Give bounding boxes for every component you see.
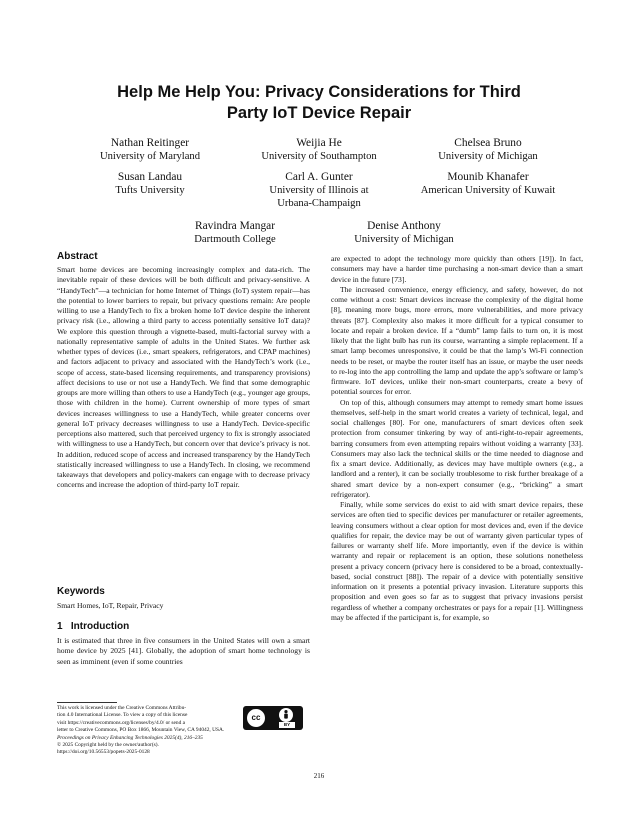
- intro-body: [57, 636, 310, 667]
- copyright-line: © 2025 Copyright held by the owner/author(s).: [57, 742, 159, 749]
- author-3: [403, 137, 573, 163]
- license-line: visit https://creativecommons.org/licenses/by/4.0/ or send a: [57, 719, 186, 726]
- author-2: [234, 137, 404, 163]
- intro-heading: 1 Introduction: [57, 621, 130, 632]
- author-affiliation: Dartmouth College: [194, 234, 276, 245]
- doi-line: https://doi.org/10.56553/popets-2025-0128: [57, 749, 150, 756]
- keywords-text: Smart Homes, IoT, Repair, Privacy: [57, 601, 164, 610]
- paragraph: Finally, while some services do exist to aid with smart device repairs, these services are often tied to specific devices per manufacturer or retailer agreements, leaving consumers without a clear option for most devices and, even if the device qualifies for repair, the device may be out of warranty given particular types of failures or warranty shelf life. More importantly, even if the device is within warranty and repair or replacement is an option, these solutions nonetheless present a privacy concern (privacy here is considered to be a broad, contextually-based, social construct [88]). The repair of a device with potentially sensitive information on it presents a potential privacy invasion. Literature supports this proposition and even goes so far as to suggest that privacy invasions persist regardless of whether a company orchestrates or pays for a repair [1]. Willingness may be affected if the participant is, for example, so: [331, 500, 583, 622]
- author-affiliation: University of Southampton: [261, 151, 377, 162]
- cc-by-badge[interactable]: [243, 706, 303, 730]
- abstract-body: [57, 265, 310, 491]
- abstract-paragraph: Smart home devices are becoming increasingly complex and data-rich. The inevitable repair of these devices will be both difficult and privacy-sensitive. A “HandyTech”—a technician for home Internet of Things (IoT) system repair—has the potential to lower barriers to repair, but privacy questions remain: Are people willing to use a HandyTech to fix a broken home IoT device despite the inherent privacy risk (i.e., allowing a third party to access potentially sensitive IoT data)? We explore this question through a vignette-based, multi-factorial survey with a nationally representative sample of adults in the United States. We further ask whether types of devices (i.e., smart speakers, refrigerators, and CPAP machines) and factors adjacent to privacy and associated with the HandyTech’s work (i.e., scope of access, state-based licensing requirements, and transparency provisions) affect decisions to use or not use a HandyTech. We find that some demographic groups are more willing than others to use a HandyTech (e.g., younger age groups, those with children in the home). Current ownership of more types of smart devices increases willingness to use a HandyTech, while greater concerns over general IoT privacy decreases willingness to use a HandyTech. Device-specific perceptions also mattered, such that perceived urgency to fix is strongly associated with willingness to use a HandyTech, but concern over that device’s privacy is not. In addition, reduced scope of access and increased transparency by the HandyTech statistically increased willingness to use a HandyTech. In closing, we recommend takeaways that developers and policy-makers can engage with to decrease privacy concerns and increase the adoption of third-party IoT repair.: [57, 265, 310, 490]
- author-1: [65, 137, 235, 163]
- keywords-heading: Keywords: [57, 586, 105, 597]
- author-affiliation: University of Michigan: [354, 234, 454, 245]
- page-number: 216: [313, 772, 325, 780]
- author-name: Chelsea Bruno: [454, 137, 522, 149]
- author-8: [319, 220, 489, 246]
- abstract-heading: Abstract: [57, 251, 98, 262]
- license-line: This work is licensed under the Creative Commons Attribu-: [57, 705, 187, 711]
- author-affiliation: University of Illinois at Urbana-Champaign: [269, 185, 369, 209]
- author-affiliation: Tufts University: [115, 185, 185, 196]
- intro-paragraph: It is estimated that three in five consumers in the United States will own a smart home device by 2025 [41]. Globally, the adoption of smart home technology is seen as imminent (even if some countries: [57, 636, 310, 666]
- keywords-body: [57, 601, 310, 611]
- author-5: [234, 171, 404, 210]
- paragraph: The increased convenience, energy efficiency, and safety, however, do not come without a cost: Smart devices increase the complexity of the digital home [8], meaning more bugs, more errors, more vulnerabilities, and more privacy threats [87]. Complexity also makes it more difficult for a typical consumer to locate and repair a broken device. If a “dumb” lamp fails to turn on, it is most likely that the light bulb has run its course, warranting a simple replacement. If a smart lamp becomes unresponsive, it could be that the lamp’s Wi-Fi connection needs to be reset, or maybe the router itself has an issue, or maybe the user needs to re-log into the app controlling the lamp and update the app’s software or lamp’s firmware. IoT devices, unlike their non-smart counterparts, create a bevy of potential sources for error.: [331, 284, 583, 397]
- proceedings-line: Proceedings on Privacy Enhancing Technologies 2025(4), 216–235: [57, 734, 203, 741]
- author-4: [65, 171, 235, 197]
- author-name: Nathan Reitinger: [110, 137, 190, 149]
- right-column-body: [331, 254, 583, 623]
- author-affiliation: University of Michigan: [438, 151, 538, 162]
- author-name: Carl A. Gunter: [285, 171, 353, 183]
- paragraph: are expected to adopt the technology more quickly than others [19]). In fact, consumers may have a harder time purchasing a non-smart device than a smart device in the future [73].: [331, 254, 583, 284]
- paper-title-text: Help Me Help You: Privacy Considerations for Third Party IoT Device Repair: [117, 83, 521, 122]
- author-affiliation: American University of Kuwait: [420, 185, 556, 196]
- author-affiliation: University of Maryland: [99, 151, 201, 162]
- author-6: [393, 171, 583, 197]
- paragraph: On top of this, although consumers may attempt to remedy smart home issues themselves, self-help in the smart world creates a variety of technical, legal, and social challenges [80]. For one, manufacturers of smart devices often seek protection from consumer tinkering by way of anti-right-to-repair agreements, barring consumers from even attempting repairs without voiding a warranty [33]. Consumers may also lack the technical skills or the time needed to diagnose and fix a smart device. Additionally, as devices may have multiple owners (e.g., a landlord and a renter), it can be socially troublesome to risk further breakage of a shared smart device by a non-expert consumer (e.g., “bricking” a smart refrigerator).: [331, 397, 583, 499]
- license-notice: [57, 705, 240, 757]
- author-7: [150, 220, 320, 246]
- cc-icon: cc: [246, 708, 266, 728]
- paper-title: [0, 82, 638, 124]
- author-name: Weijia He: [296, 137, 342, 149]
- license-line: tion 4.0 International License. To view a copy of this license: [57, 712, 188, 719]
- by-label: BY: [279, 722, 295, 728]
- license-line: letter to Creative Commons, PO Box 1866, Mountain View, CA 94042, USA.: [57, 727, 225, 734]
- author-name: Ravindra Mangar: [194, 220, 276, 232]
- author-name: Denise Anthony: [367, 220, 441, 232]
- person-icon: [279, 708, 293, 722]
- author-name: Mounib Khanafer: [447, 171, 529, 183]
- author-name: Susan Landau: [117, 171, 183, 183]
- footnote-rule: [57, 702, 117, 703]
